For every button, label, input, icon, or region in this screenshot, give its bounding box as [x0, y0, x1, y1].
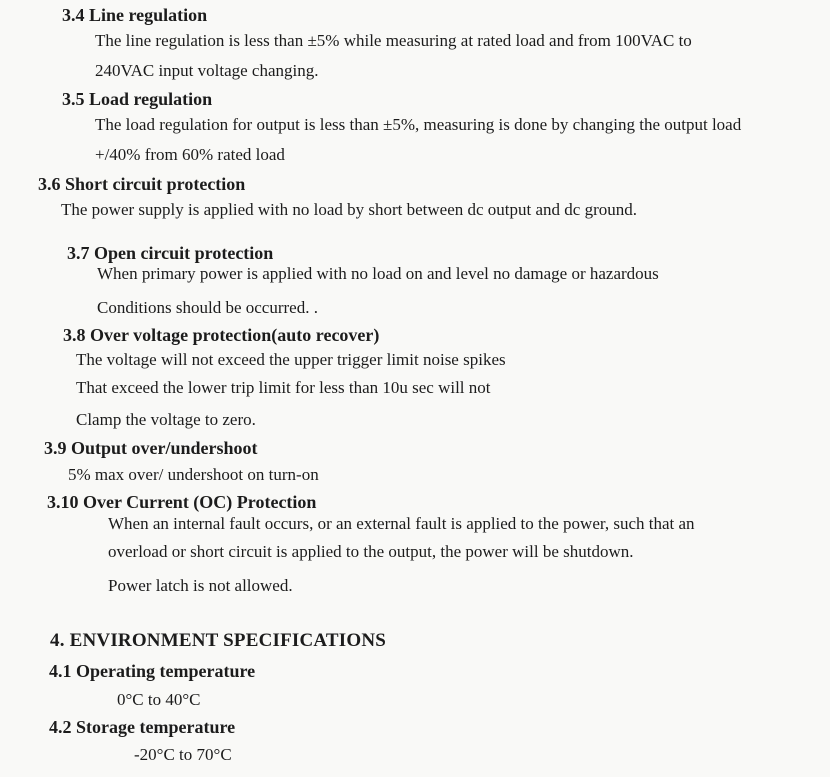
section-heading-3-7: 3.7 Open circuit protection [67, 243, 274, 263]
section-heading-3-8: 3.8 Over voltage protection(auto recover) [63, 325, 380, 345]
section-heading-3-6: 3.6 Short circuit protection [38, 174, 246, 194]
environment-specifications-title: 4. ENVIRONMENT SPECIFICATIONS [50, 630, 387, 651]
section-heading-3-4: 3.4 Line regulation [62, 5, 208, 25]
section-heading-4-1: 4.1 Operating temperature [49, 661, 256, 681]
section-text-3-7-line2: Conditions should be occurred. . [97, 298, 318, 317]
section-text-3-6-line1: The power supply is applied with no load by short between dc output and dc ground. [61, 200, 637, 219]
section-text-3-10-line2: overload or short circuit is applied to the output, the power will be shutdown. [108, 542, 634, 561]
section-text-3-10-line1: When an internal fault occurs, or an external fault is applied to the power, such that an [108, 514, 695, 533]
section-text-3-9-line1: 5% max over/ undershoot on turn-on [68, 465, 319, 484]
section-heading-3-10: 3.10 Over Current (OC) Protection [47, 492, 317, 512]
section-text-3-7-line1: When primary power is applied with no load on and level no damage or hazardous [97, 264, 659, 283]
section-text-3-4-line1: The line regulation is less than ±5% while measuring at rated load and from 100VAC to [95, 31, 692, 50]
storage-temperature-value: -20°C to 70°C [134, 745, 232, 764]
section-heading-3-9: 3.9 Output over/undershoot [44, 438, 258, 458]
section-text-3-5-line1: The load regulation for output is less than ±5%, measuring is done by changing the output load [95, 115, 742, 134]
section-text-3-8-line2: That exceed the lower trip limit for less than 10u sec will not [76, 378, 491, 397]
section-text-3-5-line2: +/40% from 60% rated load [95, 145, 285, 164]
section-text-3-8-line3: Clamp the voltage to zero. [76, 410, 256, 429]
section-text-3-8-line1: The voltage will not exceed the upper trigger limit noise spikes [76, 350, 506, 369]
section-text-3-10-line3: Power latch is not allowed. [108, 576, 293, 595]
section-heading-4-2: 4.2 Storage temperature [49, 717, 236, 737]
operating-temperature-value: 0°C to 40°C [117, 690, 201, 709]
section-heading-3-5: 3.5 Load regulation [62, 89, 213, 109]
section-text-3-4-line2: 240VAC input voltage changing. [95, 61, 319, 80]
